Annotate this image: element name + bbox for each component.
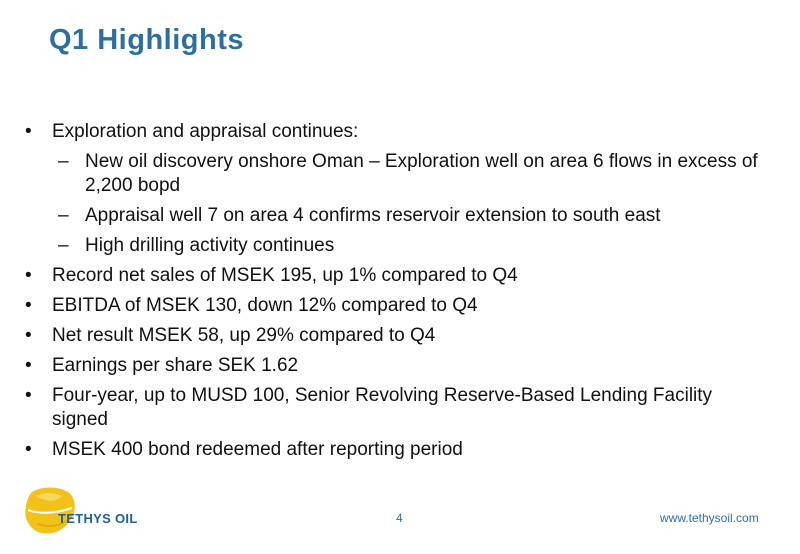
bullet-marker: • <box>25 295 32 316</box>
bullet-item <box>24 354 764 378</box>
sub-bullet-item <box>24 234 764 258</box>
bullet-marker: • <box>25 325 32 346</box>
bullet-text: MSEK 400 bond redeemed after reporting period <box>52 439 463 460</box>
sub-bullet-text: Appraisal well 7 on area 4 confirms reservoir extension to south east <box>85 205 661 226</box>
sub-bullet-marker: – <box>58 205 69 226</box>
bullet-marker: • <box>25 355 32 376</box>
bullet-marker: • <box>25 121 32 142</box>
website-url[interactable]: www.tethysoil.com <box>660 511 759 525</box>
page-number: 4 <box>396 511 403 525</box>
slide-title: Q1 Highlights <box>49 24 244 56</box>
bullet-item <box>24 324 764 348</box>
bullet-text: Earnings per share SEK 1.62 <box>52 355 299 376</box>
bullet-marker: • <box>25 265 32 286</box>
bullet-text: Exploration and appraisal continues: <box>52 121 359 142</box>
bullet-text: Four-year, up to MUSD 100, Senior Revolving Reserve-Based Lending Facility signed <box>52 385 713 430</box>
bullet-text: Record net sales of MSEK 195, up 1% compared to Q4 <box>52 265 518 286</box>
bullet-item <box>24 120 764 144</box>
sub-bullet-text: High drilling activity continues <box>85 235 335 256</box>
bullet-text: Net result MSEK 58, up 29% compared to Q4 <box>52 325 436 346</box>
sub-bullet-marker: – <box>58 235 69 256</box>
logo-text: TETHYS OIL <box>58 511 138 526</box>
bullet-item <box>24 294 764 318</box>
bullet-item <box>24 438 764 462</box>
sub-bullet-item <box>24 204 764 228</box>
bullet-marker: • <box>25 385 32 406</box>
sub-bullet-item <box>24 150 764 198</box>
bullet-text: EBITDA of MSEK 130, down 12% compared to Q4 <box>52 295 478 316</box>
sub-bullet-text: New oil discovery onshore Oman – Exploration well on area 6 flows in excess of 2,200 bopd <box>85 151 758 196</box>
sub-bullet-marker: – <box>58 151 69 172</box>
bullet-marker: • <box>25 439 32 460</box>
bullet-list <box>24 120 764 468</box>
bullet-item <box>24 264 764 288</box>
bullet-item <box>24 384 764 432</box>
